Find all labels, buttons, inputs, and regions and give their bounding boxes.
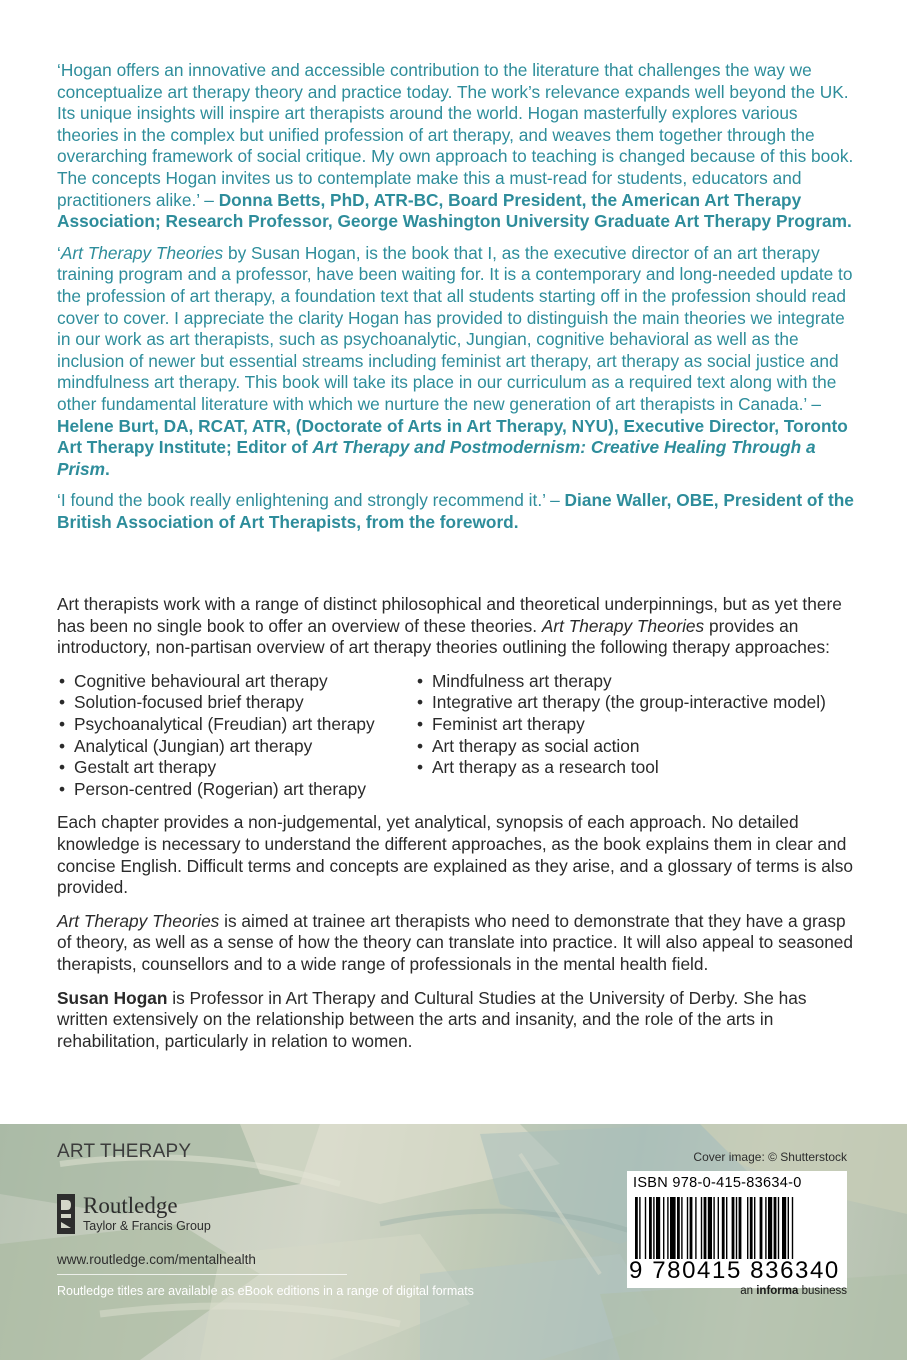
publisher-url: www.routledge.com/mentalhealth (57, 1252, 256, 1267)
list-item: • Person-centred (Rogerian) art therapy (59, 778, 367, 799)
routledge-logo-icon (57, 1194, 75, 1234)
barcode-bar (690, 1197, 693, 1259)
barcode-bar (701, 1197, 702, 1259)
list-item: • Art therapy as social action (417, 735, 640, 756)
series-label: ART THERAPY (57, 1141, 192, 1162)
barcode-bar (645, 1197, 646, 1259)
list-item: • Integrative art therapy (the group-interactive model) (417, 692, 826, 713)
publisher-logo (57, 1194, 211, 1234)
barcode-bar (653, 1197, 654, 1259)
book-description (57, 594, 857, 1064)
barcode-bar (718, 1197, 719, 1259)
endorsement-quote: ‘I found the book really enlightening and strongly recommend it.’ – Diane Waller, OBE, President of the British Association of Art Therapists, from the foreword. (57, 490, 854, 532)
divider (57, 1274, 347, 1275)
barcode-bar (788, 1197, 789, 1259)
cover-art-band (0, 1124, 907, 1360)
barcode-bar (774, 1197, 777, 1259)
approaches-list (57, 671, 857, 801)
list-item: • Cognitive behavioural art therapy (59, 670, 328, 691)
list-item: • Psychoanalytical (Freudian) art therapy (59, 713, 375, 734)
author-name: Susan Hogan (57, 987, 168, 1008)
barcode-bar (713, 1197, 714, 1259)
list-item: • Analytical (Jungian) art therapy (59, 735, 313, 756)
isbn-text: ISBN 978-0-415-83634-0 (633, 1175, 802, 1191)
endorsement-quote: ‘Art Therapy Theories by Susan Hogan, is the book that I, as the executive director of an art therapy training program and a professor, have been waiting for. It is a contemporary and long-needed update to the profession of art therapy, a foundation text that all students starting off in the profession should read cover to cover. I appreciate the clarity Hogan has provided to distinguish the main theories we integrate in our work as art therapists, such as psychoanalytic, Jungian, cognitive behavioral as well as the inclusion of newer but essential streams including feminist art therapy, art therapy as social justice and mindfulness art therapy. This book will take its place in our curriculum as a required text along with the other fundamental literature with which we nurture the new generation of art therapists in Canada.’ – Helene Burt, DA, RCAT, ATR, (Doctorate of Arts in Art Therapy, NYU), Executive Director, Toronto Art Therapy Institute; Editor of Art Therapy and Postmodernism: Creative Healing Through a Prism. (57, 242, 853, 479)
barcode-bar (649, 1197, 652, 1259)
barcode-bar (750, 1197, 753, 1259)
barcode-bar (639, 1197, 640, 1259)
approaches-column-right (415, 671, 826, 801)
list-item: • Solution-focused brief therapy (59, 692, 304, 713)
list-item: • Feminist art therapy (417, 713, 585, 734)
intro-paragraph: Art therapists work with a range of distinct philosophical and theoretical underpinnings, but as yet there has been no single book to offer an overview of these theories. Art Therapy Theories provides an introductory, non-partisan overview of art therapy theories outlining the following therapy approaches: (57, 594, 842, 658)
publisher-group: Taylor & Francis Group (83, 1219, 211, 1233)
publisher-name: Routledge (83, 1193, 178, 1218)
barcode (627, 1171, 847, 1288)
barcode-bar (722, 1197, 725, 1259)
endorsement-quote: ‘Hogan offers an innovative and accessible contribution to the literature that challenges the way we conceptualize art therapy theory and practice today. The work’s relevance expands well beyond the UK. Its unique insights will inspire art therapists around the world. Hogan masterfully explores various theories in the complex but unified profession of art therapy, and weaves them together through the overarching framework of social critique. My own approach to teaching is changed because of this book. The concepts Hogan invites us to contemplate make this a must-read for students, educators and practitioners alike.’ – Donna Betts, PhD, ATR-BC, Board President, the American Art Therapy Association; Research Professor, George Washington University Graduate Art Therapy Program. (57, 60, 854, 232)
endorsements (57, 60, 857, 543)
approaches-column-left (57, 671, 415, 801)
audience-paragraph: Art Therapy Theories is aimed at trainee art therapists who need to demonstrate that they have a grasp of theory, as well as a sense of how the theory can translate into practice. It will also appeal to seasoned therapists, counsellors and to a wide range of professionals in the mental health field. (57, 910, 854, 974)
barcode-bar (681, 1197, 682, 1259)
barcode-bar (635, 1197, 638, 1259)
barcode-bar (754, 1197, 755, 1259)
author-bio: Susan Hogan is Professor in Art Therapy and Cultural Studies at the University of Derby. She has written extensively on the relationship between the arts and insanity, and the role of the arts in rehabilitation, particularly in relation to women. (57, 987, 807, 1051)
barcode-bar (670, 1197, 676, 1259)
barcode-bar (736, 1197, 737, 1259)
ebook-note: Routledge titles are available as eBook editions in a range of digital formats (57, 1284, 474, 1298)
list-item: • Mindfulness art therapy (417, 670, 612, 691)
informa-tagline: an informa business (740, 1285, 847, 1297)
barcode-bar (726, 1197, 727, 1259)
barcode-bar (708, 1197, 712, 1259)
barcode-bar (663, 1197, 664, 1259)
cover-credit: Cover image: © Shutterstock (693, 1150, 847, 1164)
barcode-bar (667, 1197, 668, 1259)
chapters-paragraph: Each chapter provides a non-judgemental, yet analytical, synopsis of each approach. No detailed knowledge is necessary to understand the different approaches, as the book explains them in clear and concise English. Difficult terms and concepts are explained as they arise, and a glossary of terms is also provided. (57, 812, 853, 898)
list-item: • Art therapy as a research tool (417, 757, 659, 778)
barcode-bar (677, 1197, 680, 1259)
barcode-bar (695, 1197, 696, 1259)
endorsement-attribution: Diane Waller, OBE, President of the British Association of Art Therapists, from the foreword. (57, 490, 854, 532)
barcode-bar (760, 1197, 763, 1259)
barcode-bar (732, 1197, 735, 1259)
barcode-bar (656, 1197, 660, 1259)
endorsement-attribution: Donna Betts, PhD, ATR-BC, Board President, the American Art Therapy Association; Research Professor, George Washington University Graduate Art Therapy Program. (57, 189, 852, 232)
barcode-bar (704, 1197, 707, 1259)
barcode-bar (782, 1197, 786, 1259)
barcode-bar (747, 1197, 748, 1259)
endorsement-attribution: Helene Burt, DA, RCAT, ATR, (Doctorate of Arts in Art Therapy, NYU), Executive Director, Toronto Art Therapy Institute; Editor of Art Therapy and Postmodernism: Creative Healing Through a Prism. (57, 415, 848, 479)
barcode-bar (739, 1197, 742, 1259)
list-item: • Gestalt art therapy (59, 757, 217, 778)
barcode-bar (687, 1197, 688, 1259)
barcode-bar (768, 1197, 772, 1259)
barcode-bar (765, 1197, 766, 1259)
barcode-bar (778, 1197, 779, 1259)
barcode-bars (635, 1197, 841, 1259)
barcode-digits: 9 780415 836340 (629, 1257, 840, 1284)
barcode-bar (792, 1197, 793, 1259)
